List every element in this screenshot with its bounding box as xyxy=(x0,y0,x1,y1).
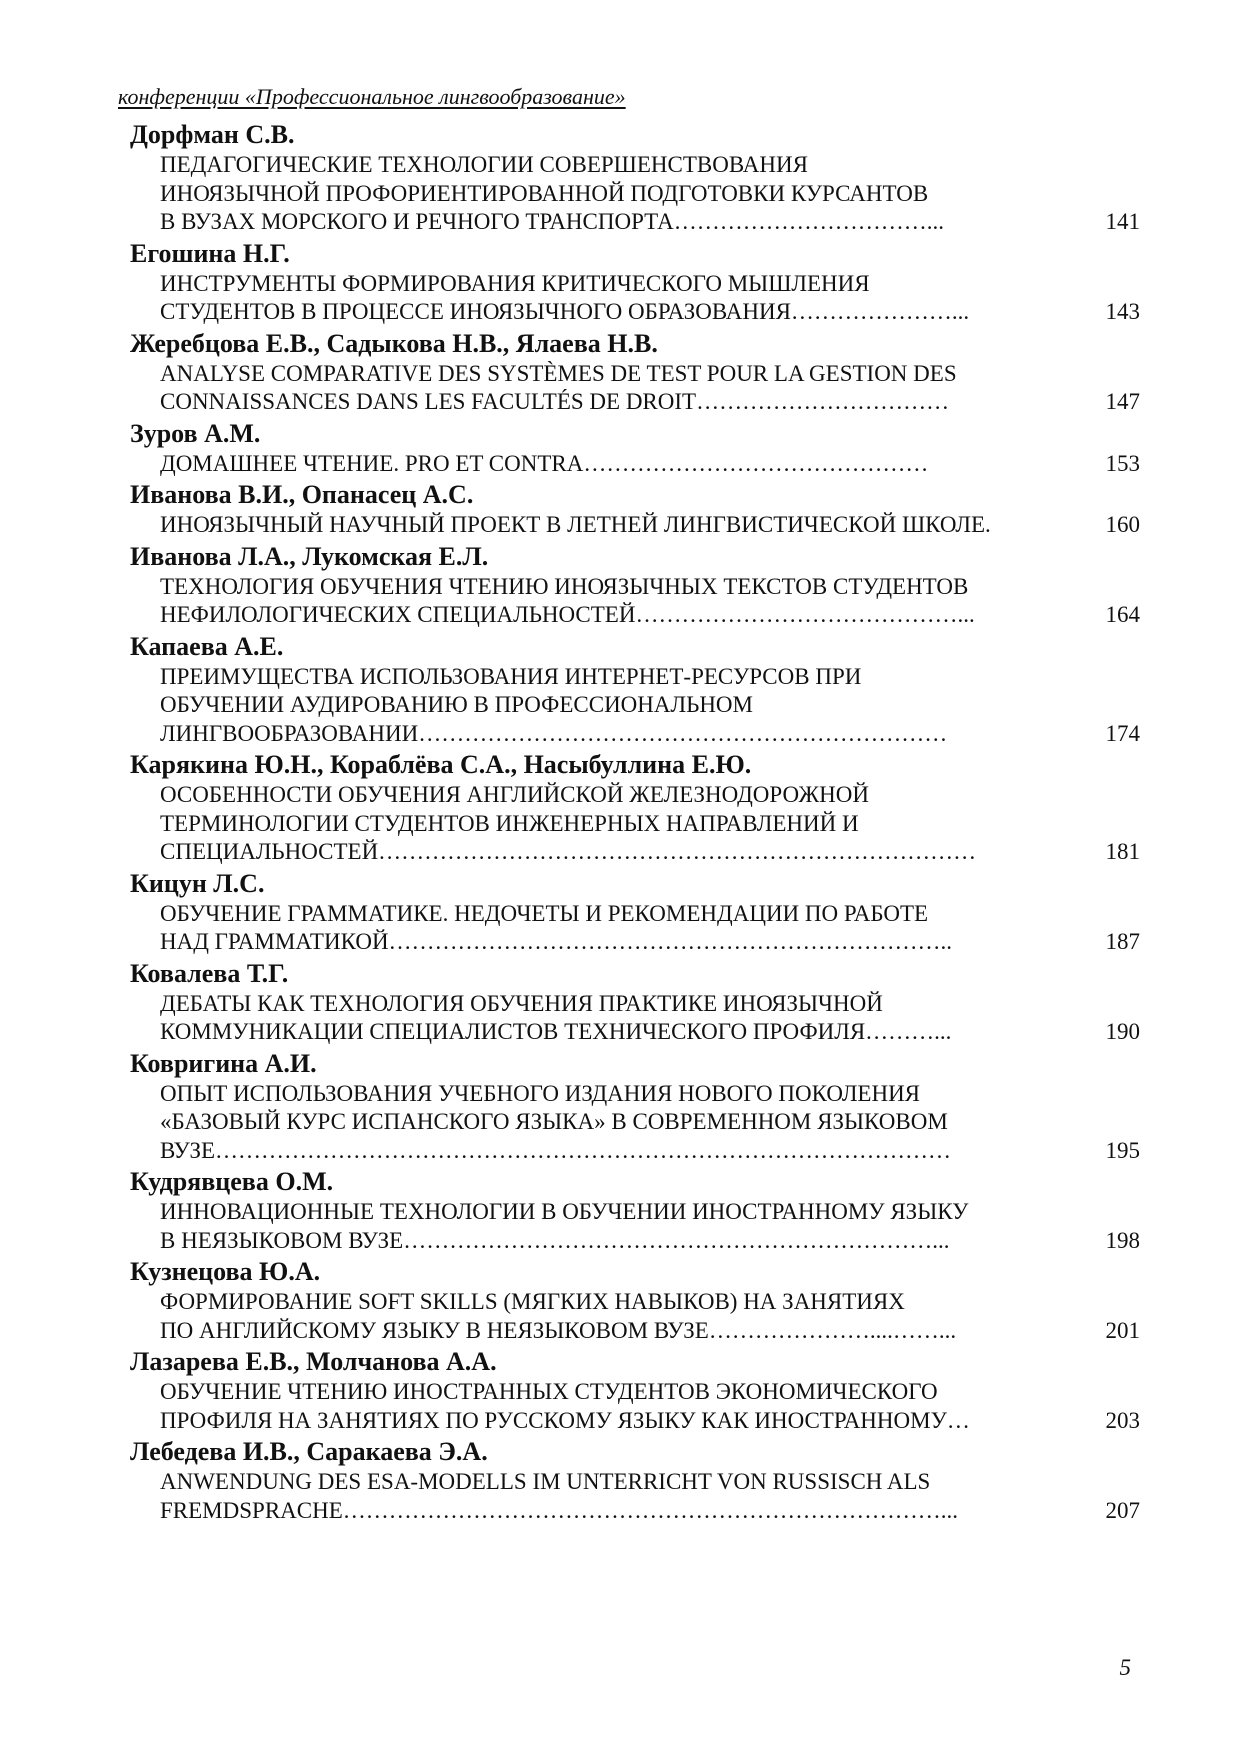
toc-title-line: ОБУЧЕНИЕ ЧТЕНИЮ ИНОСТРАННЫХ СТУДЕНТОВ ЭКОНОМИЧЕСКОГО xyxy=(160,1379,938,1404)
toc-title-line: НАД ГРАММАТИКОЙ……………………………………………………………….. xyxy=(160,929,953,954)
toc-title xyxy=(160,663,1060,749)
toc-title-row xyxy=(130,900,1140,957)
toc-title-line: ANWENDUNG DES ESA-MODELLS IM UNTERRICHT VON RUSSISCH ALS xyxy=(160,1469,931,1494)
toc-author: Кузнецова Ю.А. xyxy=(130,1257,321,1286)
toc-entry xyxy=(130,1345,1140,1435)
toc-title-line: ИНОЯЗЫЧНЫЙ НАУЧНЫЙ ПРОЕКТ В ЛЕТНЕЙ ЛИНГВИСТИЧЕСКОЙ ШКОЛЕ. xyxy=(160,512,991,537)
toc-title-line: ДОМАШНЕЕ ЧТЕНИЕ. PRO ET CONTRA……………………………………… xyxy=(160,450,929,476)
toc-page-number: 147 xyxy=(1105,389,1140,414)
toc-title-line: «БАЗОВЫЙ КУРС ИСПАНСКОГО ЯЗЫКА» В СОВРЕМЕННОМ ЯЗЫКОВОМ xyxy=(160,1109,948,1134)
toc-title-line: ИНСТРУМЕНТЫ ФОРМИРОВАНИЯ КРИТИЧЕСКОГО МЫШЛЕНИЯ xyxy=(160,270,870,296)
toc-title-line: В ВУЗАХ МОРСКОГО И РЕЧНОГО ТРАНСПОРТА……………………………... xyxy=(160,209,944,234)
toc-entry xyxy=(130,327,1140,417)
toc-title-line: ДЕБАТЫ КАК ТЕХНОЛОГИЯ ОБУЧЕНИЯ ПРАКТИКЕ ИНОЯЗЫЧНОЙ xyxy=(160,990,883,1016)
toc-title-line: ОБУЧЕНИИ АУДИРОВАНИЮ В ПРОФЕССИОНАЛЬНОМ xyxy=(160,692,753,717)
toc-title-row xyxy=(130,1288,1140,1345)
toc-title-row xyxy=(130,1378,1140,1435)
toc-page-number: 153 xyxy=(1105,450,1140,476)
toc-author: Зуров А.М. xyxy=(130,418,261,448)
running-header: конференции «Профессиональное лингвообразование» xyxy=(118,84,626,109)
toc-entry xyxy=(130,417,1140,479)
toc-entry xyxy=(130,1165,1140,1255)
toc-title xyxy=(160,450,1060,479)
toc-title-line: ИНОЯЗЫЧНОЙ ПРОФОРИЕНТИРОВАННОЙ ПОДГОТОВКИ КУРСАНТОВ xyxy=(160,180,929,206)
toc-page-number: 190 xyxy=(1105,1019,1140,1044)
toc-title-line: ANALYSE COMPARATIVE DES SYSTÈMES DE TEST POUR LA GESTION DES xyxy=(160,360,957,386)
toc-title-row xyxy=(130,781,1140,867)
page-number: 5 xyxy=(1119,1655,1131,1680)
toc-title xyxy=(160,1288,1060,1345)
toc-title-line: ПО АНГЛИЙСКОМУ ЯЗЫКУ В НЕЯЗЫКОВОМ ВУЗЕ…………………....……... xyxy=(160,1317,957,1343)
toc-author: Капаева А.Е. xyxy=(130,631,284,661)
toc-title-line: CONNAISSANCES DANS LES FACULTÉS DE DROIT…………………………… xyxy=(160,389,950,414)
toc-page-number: 201 xyxy=(1105,1317,1140,1343)
toc-entry xyxy=(130,957,1140,1047)
toc-entry xyxy=(130,237,1140,327)
toc-title-line: НЕФИЛОЛОГИЧЕСКИХ СПЕЦИАЛЬНОСТЕЙ……………………………………... xyxy=(160,602,975,627)
toc-entry xyxy=(130,1047,1140,1166)
toc-title xyxy=(160,781,1060,867)
toc-title xyxy=(160,151,1060,237)
toc-title-line: ТЕХНОЛОГИЯ ОБУЧЕНИЯ ЧТЕНИЮ ИНОЯЗЫЧНЫХ ТЕКСТОВ СТУДЕНТОВ xyxy=(160,573,969,599)
toc-title-line: FREMDSPRACHE……………………………………………………………………... xyxy=(160,1497,959,1523)
toc-title-line: В НЕЯЗЫКОВОМ ВУЗЕ……………………………………………………………... xyxy=(160,1227,950,1253)
toc-title-line: СТУДЕНТОВ В ПРОЦЕССЕ ИНОЯЗЫЧНОГО ОБРАЗОВАНИЯ…………………... xyxy=(160,299,970,324)
toc-title-row xyxy=(130,151,1140,237)
toc-title-row xyxy=(130,663,1140,749)
toc-title-line: ОБУЧЕНИЕ ГРАММАТИКЕ. НЕДОЧЕТЫ И РЕКОМЕНДАЦИИ ПО РАБОТЕ xyxy=(160,900,929,926)
toc-author: Лебедева И.В., Саракаева Э.А. xyxy=(130,1437,488,1466)
toc-page-number: 203 xyxy=(1105,1407,1140,1433)
toc-title xyxy=(160,1080,1060,1166)
toc-title-line: ПРОФИЛЯ НА ЗАНЯТИЯХ ПО РУССКОМУ ЯЗЫКУ КАК ИНОСТРАННОМУ… xyxy=(160,1407,970,1433)
toc-title xyxy=(160,1468,1060,1525)
toc-page-number: 141 xyxy=(1105,209,1140,234)
toc-page-number: 198 xyxy=(1105,1227,1140,1253)
toc-title xyxy=(160,511,1060,540)
toc-title-line: ОПЫТ ИСПОЛЬЗОВАНИЯ УЧЕБНОГО ИЗДАНИЯ НОВОГО ПОКОЛЕНИЯ xyxy=(160,1080,921,1106)
toc-title xyxy=(160,270,1060,327)
toc-author: Кицун Л.С. xyxy=(130,868,265,898)
toc-page-number: 207 xyxy=(1105,1497,1140,1523)
toc-page-number: 181 xyxy=(1105,839,1140,864)
toc-title-row xyxy=(130,1468,1140,1525)
toc-title-line: ПРЕИМУЩЕСТВА ИСПОЛЬЗОВАНИЯ ИНТЕРНЕТ-РЕСУРСОВ ПРИ xyxy=(160,663,862,689)
toc-title-line: ВУЗЕ…………………………………………………………………………………… xyxy=(160,1137,952,1163)
toc-entry xyxy=(130,630,1140,749)
toc-entry xyxy=(130,478,1140,540)
toc-title-row xyxy=(130,1198,1140,1255)
toc-author: Ковригина А.И. xyxy=(130,1048,317,1078)
toc-entry xyxy=(130,1435,1140,1525)
toc-page-number: 164 xyxy=(1105,602,1140,627)
toc-title-row xyxy=(130,450,1140,479)
toc-title-line: ИННОВАЦИОННЫЕ ТЕХНОЛОГИИ В ОБУЧЕНИИ ИНОСТРАННОМУ ЯЗЫКУ xyxy=(160,1199,969,1224)
toc-author: Лазарева Е.В., Молчанова А.А. xyxy=(130,1347,497,1376)
toc-author: Карякина Ю.Н., Кораблёва С.А., Насыбуллина Е.Ю. xyxy=(130,750,752,779)
toc-author: Иванова Л.А., Лукомская Е.Л. xyxy=(130,541,489,571)
toc-title-row xyxy=(130,1080,1140,1166)
toc-entry xyxy=(130,748,1140,867)
toc-title-row xyxy=(130,990,1140,1047)
toc-title xyxy=(160,990,1060,1047)
toc-title-row xyxy=(130,573,1140,630)
toc-author: Дорфман С.В. xyxy=(130,120,295,149)
toc-title xyxy=(160,360,1060,417)
toc-page-number: 174 xyxy=(1105,720,1140,746)
toc-title-line: ОСОБЕННОСТИ ОБУЧЕНИЯ АНГЛИЙСКОЙ ЖЕЛЕЗНОДОРОЖНОЙ xyxy=(160,782,869,807)
toc-author: Жеребцова Е.В., Садыкова Н.В., Ялаева Н.В. xyxy=(130,328,658,358)
toc-page-number: 187 xyxy=(1105,929,1140,954)
toc-entry xyxy=(130,1255,1140,1345)
toc-entry xyxy=(130,867,1140,957)
toc-title xyxy=(160,1198,1060,1255)
toc-author: Иванова В.И., Опанасец А.С. xyxy=(130,480,474,509)
toc-entry xyxy=(130,118,1140,237)
toc-title xyxy=(160,1378,1060,1435)
table-of-contents xyxy=(130,118,1140,1525)
toc-entry xyxy=(130,540,1140,630)
toc-title-line: ФОРМИРОВАНИЕ SOFT SKILLS (МЯГКИХ НАВЫКОВ) НА ЗАНЯТИЯХ xyxy=(160,1289,905,1314)
toc-title-line: КОММУНИКАЦИИ СПЕЦИАЛИСТОВ ТЕХНИЧЕСКОГО ПРОФИЛЯ………... xyxy=(160,1019,952,1044)
toc-page-number: 143 xyxy=(1105,299,1140,324)
toc-title-row xyxy=(130,511,1140,540)
toc-author: Егошина Н.Г. xyxy=(130,238,290,268)
toc-author: Ковалева Т.Г. xyxy=(130,958,289,988)
toc-title-line: СПЕЦИАЛЬНОСТЕЙ…………………………………………………………………… xyxy=(160,839,977,864)
toc-title xyxy=(160,900,1060,957)
toc-title-row xyxy=(130,270,1140,327)
toc-title-row xyxy=(130,360,1140,417)
toc-title-line: ТЕРМИНОЛОГИИ СТУДЕНТОВ ИНЖЕНЕРНЫХ НАПРАВЛЕНИЙ И xyxy=(160,810,859,836)
toc-title-line: ЛИНГВООБРАЗОВАНИИ…………………………………………………………… xyxy=(160,720,948,746)
toc-author: Кудрявцева О.М. xyxy=(130,1167,334,1196)
toc-page-number: 160 xyxy=(1105,512,1140,537)
toc-page-number: 195 xyxy=(1105,1137,1140,1163)
toc-title-line: ПЕДАГОГИЧЕСКИЕ ТЕХНОЛОГИИ СОВЕРШЕНСТВОВАНИЯ xyxy=(160,152,808,177)
toc-title xyxy=(160,573,1060,630)
